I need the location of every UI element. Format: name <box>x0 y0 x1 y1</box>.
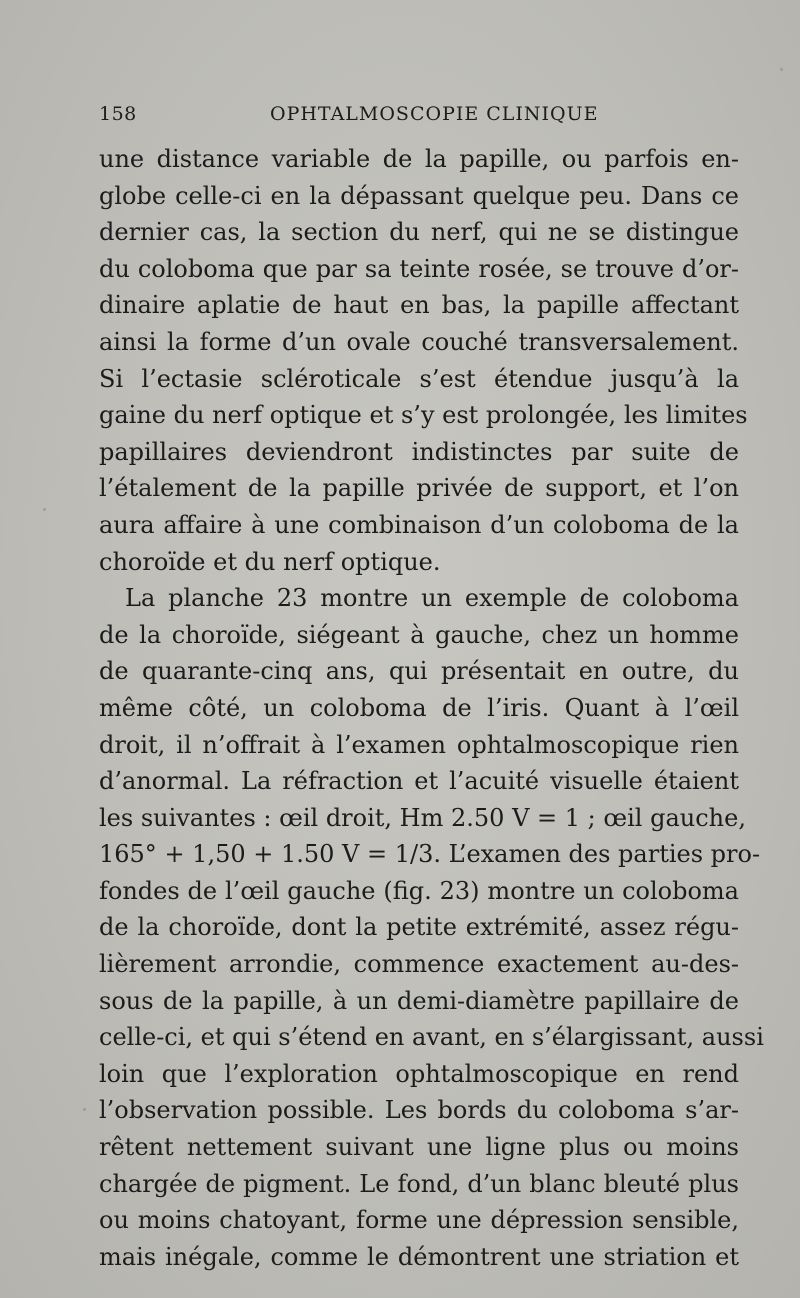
text-line: une distance variable de la papille, ou parfois en- <box>99 145 739 173</box>
text-line: sous de la papille, à un demi-diamètre papillaire de <box>99 986 739 1015</box>
paper-speck <box>43 508 46 511</box>
text-line: loin que l’exploration ophtalmoscopique en rend <box>99 1059 739 1088</box>
text-line: les suivantes : œil droit, Hm 2.50 V = 1 ; œil gauche, <box>99 803 746 832</box>
text-line: droit, il n’offrait à l’examen ophtalmoscopique rien <box>99 730 739 759</box>
text-line: La planche 23 montre un exemple de coloboma <box>125 584 739 613</box>
body-text <box>99 141 764 1275</box>
text-line: lièrement arrondie, commence exactement au-des- <box>99 950 739 979</box>
page-number: 158 <box>99 103 137 125</box>
text-line: celle-ci, et qui s’étend en avant, en s’élargissant, aussi <box>99 1023 764 1052</box>
text-line: l’étalement de la papille privée de support, et l’on <box>99 474 739 503</box>
text-line: fondes de l’œil gauche (fig. 23) montre un coloboma <box>99 876 739 905</box>
text-line: dinaire aplatie de haut en bas, la papille affectant <box>99 291 739 320</box>
running-head <box>99 103 739 133</box>
text-line: aura affaire à une combinaison d’un coloboma de la <box>99 510 739 539</box>
text-line: ou moins chatoyant, forme une dépression sensible, <box>99 1206 739 1235</box>
text-line: de la choroïde, dont la petite extrémité, assez régu- <box>99 913 739 942</box>
text-line: choroïde et du nerf optique. <box>99 547 441 576</box>
text-line: gaine du nerf optique et s’y est prolongée, les limites <box>99 401 748 430</box>
text-line: ainsi la forme d’un ovale couché transversalement. <box>99 327 739 356</box>
text-line: chargée de pigment. Le fond, d’un blanc bleuté plus <box>99 1169 739 1198</box>
text-line: du coloboma que par sa teinte rosée, se trouve d’or- <box>99 254 739 283</box>
paper-speck <box>83 1108 86 1111</box>
text-line: papillaires deviendront indistinctes par suite de <box>99 437 739 466</box>
running-title: OPHTALMOSCOPIE CLINIQUE <box>270 103 599 125</box>
text-line: globe celle-ci en la dépassant quelque peu. Dans ce <box>99 181 739 210</box>
text-line: Si l’ectasie scléroticale s’est étendue jusqu’à la <box>99 364 739 393</box>
text-line: dernier cas, la section du nerf, qui ne se distingue <box>99 218 739 247</box>
text-line: de quarante-cinq ans, qui présentait en outre, du <box>99 657 739 686</box>
text-line: rêtent nettement suivant une ligne plus ou moins <box>99 1133 739 1162</box>
text-line: mais inégale, comme le démontrent une striation et <box>99 1242 739 1271</box>
text-line: d’anormal. La réfraction et l’acuité visuelle étaient <box>99 767 739 796</box>
text-line: même côté, un coloboma de l’iris. Quant à l’œil <box>99 693 739 722</box>
text-line: 165° + 1,50 + 1.50 V = 1/3. L’examen des parties pro- <box>99 840 761 869</box>
paper-speck <box>780 68 783 71</box>
text-line: de la choroïde, siégeant à gauche, chez un homme <box>99 620 739 649</box>
text-line: l’observation possible. Les bords du coloboma s’ar- <box>99 1096 739 1125</box>
